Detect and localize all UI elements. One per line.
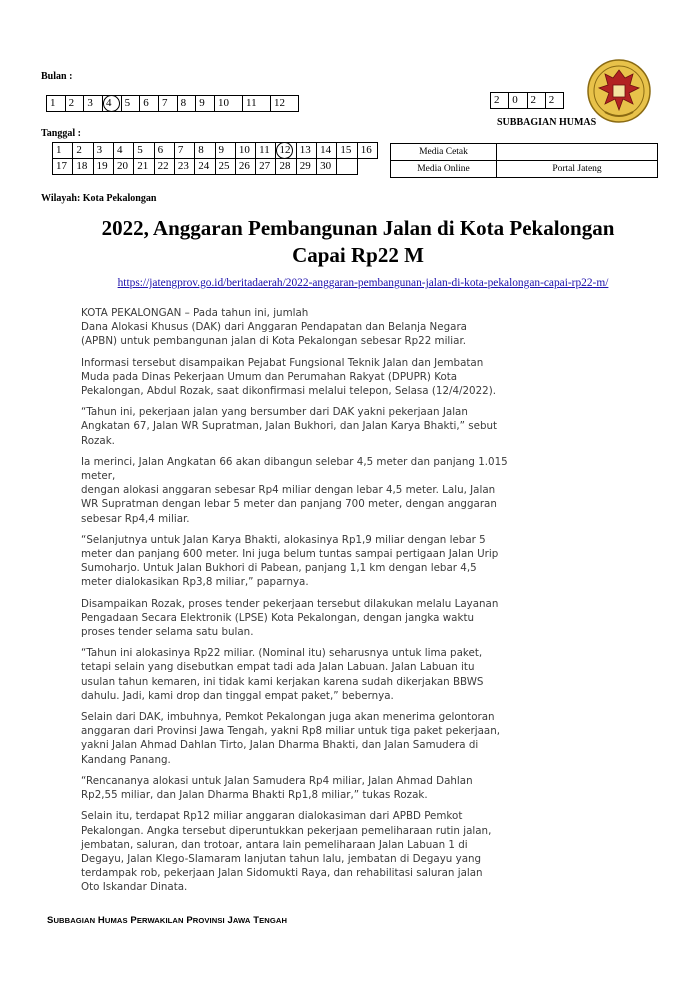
day-cell-text: 15	[340, 144, 352, 156]
month-cell-text: 4	[105, 97, 112, 109]
day-cell	[317, 143, 337, 159]
month-cell	[47, 96, 66, 112]
day-cell	[134, 143, 154, 159]
media-table	[390, 143, 658, 178]
day-cell-text: 13	[299, 144, 311, 156]
month-cell-text: 1	[50, 97, 56, 109]
month-grid	[46, 95, 299, 112]
article-line: Pekalongan, Abdul Rozak, saat dikonfirmasi melalui telepon, Selasa (12/4/2022).	[81, 385, 496, 398]
day-cell	[215, 159, 235, 175]
article-line: Informasi tersebut disampaikan Pejabat Fungsional Teknik Jalan dan Jembatan	[81, 356, 484, 369]
article-line: Pengadaan Secara Elektronik (LPSE) Kota Pekalongan, dengan jangka waktu	[81, 611, 475, 624]
article-line: WR Supratman dengan lebar 5 meter dan panjang 700 meter, dengan anggaran	[81, 498, 497, 511]
year-digit	[509, 93, 527, 109]
selected-circle	[276, 142, 293, 159]
footer-word: PERWAKILAN	[130, 915, 184, 926]
month-cell	[140, 96, 159, 112]
article-line: “Selanjutnya untuk Jalan Karya Bhakti, alokasinya Rp1,9 miliar dengan lebar 5	[81, 533, 486, 546]
article-paragraph	[81, 405, 661, 448]
emblem-logo	[583, 58, 655, 124]
day-cell	[296, 143, 316, 159]
article-paragraph	[81, 774, 661, 802]
day-cell-text: 3	[96, 144, 103, 156]
article-link[interactable]: https://jatengprov.go.id/beritadaerah/2022-anggaran-pembangunan-jalan-di-kota-pekalongan-capai-rp22-m/	[117, 277, 609, 289]
footer-word: HUMAS	[97, 915, 128, 926]
month-cell-text: 12	[274, 97, 285, 109]
day-cell-text: 25	[218, 160, 230, 172]
article-line: Muda pada Dinas Pekerjaan Umum dan Perumahan Rakyat (DPUPR) Kota	[81, 370, 458, 383]
media-online-label: Media Online	[391, 161, 497, 178]
article-line: Ia merinci, Jalan Angkatan 66 akan dibangun selebar 4,5 meter dan panjang 1.015	[81, 455, 508, 468]
article-paragraph	[81, 356, 661, 399]
article-body	[81, 306, 661, 902]
article-line: tetapi selain yang disebutkan empat tadi ada Jalan Labuan. Jalan Labuan itu	[81, 661, 475, 674]
day-cell-text: 11	[259, 144, 270, 156]
article-title-line-1: 2022, Anggaran Pembangunan Jalan di Kota Pekalongan	[101, 216, 615, 240]
day-cell	[337, 159, 357, 175]
year-digit	[491, 93, 509, 109]
article-title	[20, 215, 696, 269]
footer-word: PROVINSI	[186, 915, 225, 926]
article-paragraph	[81, 710, 661, 767]
day-grid	[52, 142, 378, 175]
month-cell	[196, 96, 215, 112]
day-cell	[357, 143, 377, 159]
footer-word: TENGAH	[253, 915, 288, 926]
day-cell-text: 26	[238, 160, 250, 172]
day-cell-text: 29	[299, 160, 311, 172]
day-cell	[113, 143, 133, 159]
article-line: proses tender selama satu bulan.	[81, 626, 254, 639]
day-cell-text: 5	[137, 144, 143, 156]
month-cell-text: 9	[199, 97, 205, 109]
media-online-value: Portal Jateng	[497, 161, 658, 178]
year-digit-text: 2	[548, 94, 555, 106]
year-box	[490, 92, 564, 109]
year-digit	[545, 93, 563, 109]
month-cell-text: 8	[180, 97, 187, 109]
day-cell	[235, 159, 255, 175]
day-cell	[195, 159, 215, 175]
day-cell	[73, 159, 93, 175]
month-cell	[271, 96, 299, 112]
day-cell	[174, 159, 194, 175]
month-cell	[84, 96, 103, 112]
article-line: KOTA PEKALONGAN – Pada tahun ini, jumlah	[81, 307, 309, 319]
article-line: meter dialokasikan Rp3,8 miliar,” paparnya.	[81, 576, 309, 589]
day-cell	[53, 159, 73, 175]
day-cell-text: 22	[157, 160, 169, 172]
article-line: meter dan panjang 600 meter. Ini juga belum tuntas sampai pertigaan Jalan Urip	[81, 548, 499, 561]
article-line: sebesar Rp4,4 miliar.	[81, 512, 190, 525]
article-line: usulan tahun kemaren, ini tidak kami kerjakan karena sudah dikerjakan BBWS	[81, 675, 484, 688]
day-cell-text: 30	[320, 160, 332, 172]
footer-org-name	[47, 915, 287, 926]
wilayah-label: Wilayah: Kota Pekalongan	[41, 193, 157, 204]
month-cell	[102, 96, 121, 112]
article-line: Disampaikan Rozak, proses tender pekerjaan tersebut dilakukan melalu Layanan	[81, 597, 499, 610]
day-cell	[134, 159, 154, 175]
day-cell	[276, 143, 296, 159]
day-cell	[215, 143, 235, 159]
article-line: dengan alokasi anggaran sebesar Rp4 miliar dengan lebar 4,5 meter. Lalu, Jalan	[81, 484, 496, 497]
media-cetak-label: Media Cetak	[391, 144, 497, 161]
article-line: Dana Alokasi Khusus (DAK) dari Anggaran Pendapatan dan Belanja Negara	[81, 321, 467, 334]
selected-circle	[103, 95, 120, 112]
year-digit-text: 0	[512, 94, 518, 106]
article-paragraph	[81, 809, 661, 894]
day-cell-text: 17	[56, 160, 67, 172]
day-cell	[154, 159, 174, 175]
article-title-line-2: Capai Rp22 M	[292, 243, 424, 267]
article-line: jembatan, saluran, dan trotoar, antara lain pemeliharaan Jalan Labuan 1 di	[81, 838, 468, 851]
article-paragraph	[81, 455, 661, 526]
day-cell	[93, 143, 113, 159]
day-cell	[93, 159, 113, 175]
article-line: Rozak.	[81, 434, 115, 447]
article-paragraph	[81, 533, 661, 590]
article-line: “Tahun ini, pekerjaan jalan yang bersumber dari DAK yakni pekerjaan Jalan	[81, 406, 468, 419]
article-paragraph	[81, 646, 661, 703]
day-cell-text: 20	[116, 160, 128, 172]
day-cell-text: 12	[279, 144, 291, 156]
month-cell-text: 7	[161, 97, 168, 109]
article-line: anggaran dari Provinsi Jawa Tengah, yakni Rp8 miliar untuk tiga paket pekerjaan,	[81, 725, 500, 738]
day-cell	[154, 143, 174, 159]
month-cell-text: 2	[68, 97, 75, 109]
day-cell-text: 1	[56, 144, 62, 156]
day-cell-text: 9	[218, 144, 224, 156]
year-digit-text: 2	[494, 94, 500, 106]
day-cell	[256, 143, 276, 159]
article-line: “Tahun ini alokasinya Rp22 miliar. (Nominal itu) seharusnya untuk lima paket,	[81, 647, 483, 660]
article-line: (APBN) untuk pembangunan jalan di Kota Pekalongan sebesar Rp22 miliar.	[81, 335, 467, 348]
day-cell-text: 23	[177, 160, 189, 172]
article-line: terdampak rob, pekerjaan Jalan Sidomukti Raya, dan rehabilitasi saluran jalan	[81, 867, 483, 880]
month-cell	[65, 96, 84, 112]
day-cell-text: 7	[177, 144, 184, 156]
month-cell	[243, 96, 271, 112]
article-line: Degayu, Jalan Klego-Slamaram lanjutan tahun lalu, jembatan di Degayu yang	[81, 852, 482, 865]
day-cell-text: 18	[76, 160, 88, 172]
article-paragraph	[81, 597, 661, 640]
day-cell	[174, 143, 194, 159]
day-cell-text: 10	[238, 144, 250, 156]
day-cell	[276, 159, 296, 175]
day-cell-text: 6	[157, 144, 164, 156]
article-line: Selain itu, terdapat Rp12 miliar anggaran dialokasiman dari APBD Pemkot	[81, 810, 463, 823]
day-cell	[235, 143, 255, 159]
day-cell-text: 28	[279, 160, 291, 172]
article-line: Rp2,55 miliar, dan Jalan Dharma Bhakti Rp1,8 miliar,” tukas Rozak.	[81, 789, 428, 802]
day-cell	[317, 159, 337, 175]
day-cell-text: 2	[76, 144, 82, 156]
day-cell-text: 21	[137, 160, 149, 172]
article-line: yakni Jalan Ahmad Dahlan Tirto, Jalan Dharma Bhakti, dan Jalan Samudera di	[81, 739, 479, 752]
year-digit	[527, 93, 545, 109]
day-cell	[296, 159, 316, 175]
month-cell-text: 5	[124, 97, 131, 109]
day-cell-text: 16	[360, 144, 372, 156]
day-cell	[53, 143, 73, 159]
footer-word: JAWA	[227, 915, 251, 926]
footer-word: SUBBAGIAN	[47, 915, 96, 926]
article-line: Selain dari DAK, imbuhnya, Pemkot Pekalongan juga akan menerima gelontoran	[81, 711, 495, 724]
article-line: Oto Iskandar Dinata.	[81, 881, 188, 894]
article-paragraph	[81, 306, 661, 349]
article-line: Kandang Panang.	[81, 753, 171, 766]
day-cell-text: 14	[320, 144, 332, 156]
month-cell	[215, 96, 243, 112]
day-cell	[73, 143, 93, 159]
month-cell-text: 6	[143, 97, 149, 109]
month-cell-text: 3	[87, 97, 93, 109]
year-digit-text: 2	[530, 94, 536, 106]
month-cell	[121, 96, 140, 112]
org-label: SUBBAGIAN HUMAS	[497, 117, 597, 128]
bulan-label: Bulan :	[41, 71, 73, 82]
day-cell	[337, 143, 357, 159]
month-cell	[177, 96, 196, 112]
day-cell-text: 4	[116, 144, 123, 156]
garuda-emblem-icon	[583, 58, 655, 124]
day-cell-text: 27	[259, 160, 271, 172]
day-cell	[195, 143, 215, 159]
article-line: “Rencananya alokasi untuk Jalan Samudera Rp4 miliar, Jalan Ahmad Dahlan	[81, 774, 473, 787]
media-cetak-value	[497, 144, 658, 161]
article-line: Angkatan 67, Jalan WR Supratman, Jalan Bukhori, dan Jalan Karya Bhakti,” sebut	[81, 420, 498, 433]
article-line: Sumoharjo. Untuk Jalan Bukhori di Pabean, panjang 1,1 km dengan lebar 4,5	[81, 562, 477, 575]
article-line: meter,	[81, 470, 116, 483]
month-cell-text: 10	[218, 97, 229, 109]
month-cell	[158, 96, 177, 112]
day-cell	[113, 159, 133, 175]
day-cell	[256, 159, 276, 175]
day-cell-text: 24	[198, 160, 210, 172]
article-line: dahulu. Jadi, kami drop dan tinggal empat paket,” bebernya.	[81, 689, 394, 702]
day-cell-text: 8	[198, 144, 204, 156]
tanggal-label: Tanggal :	[41, 128, 81, 139]
article-line: Pekalongan. Angka tersebut diperuntukkan pekerjaan pemeliharaan rutin jalan,	[81, 824, 492, 837]
month-cell-text: 11	[246, 97, 257, 109]
day-cell-text: 19	[96, 160, 108, 172]
